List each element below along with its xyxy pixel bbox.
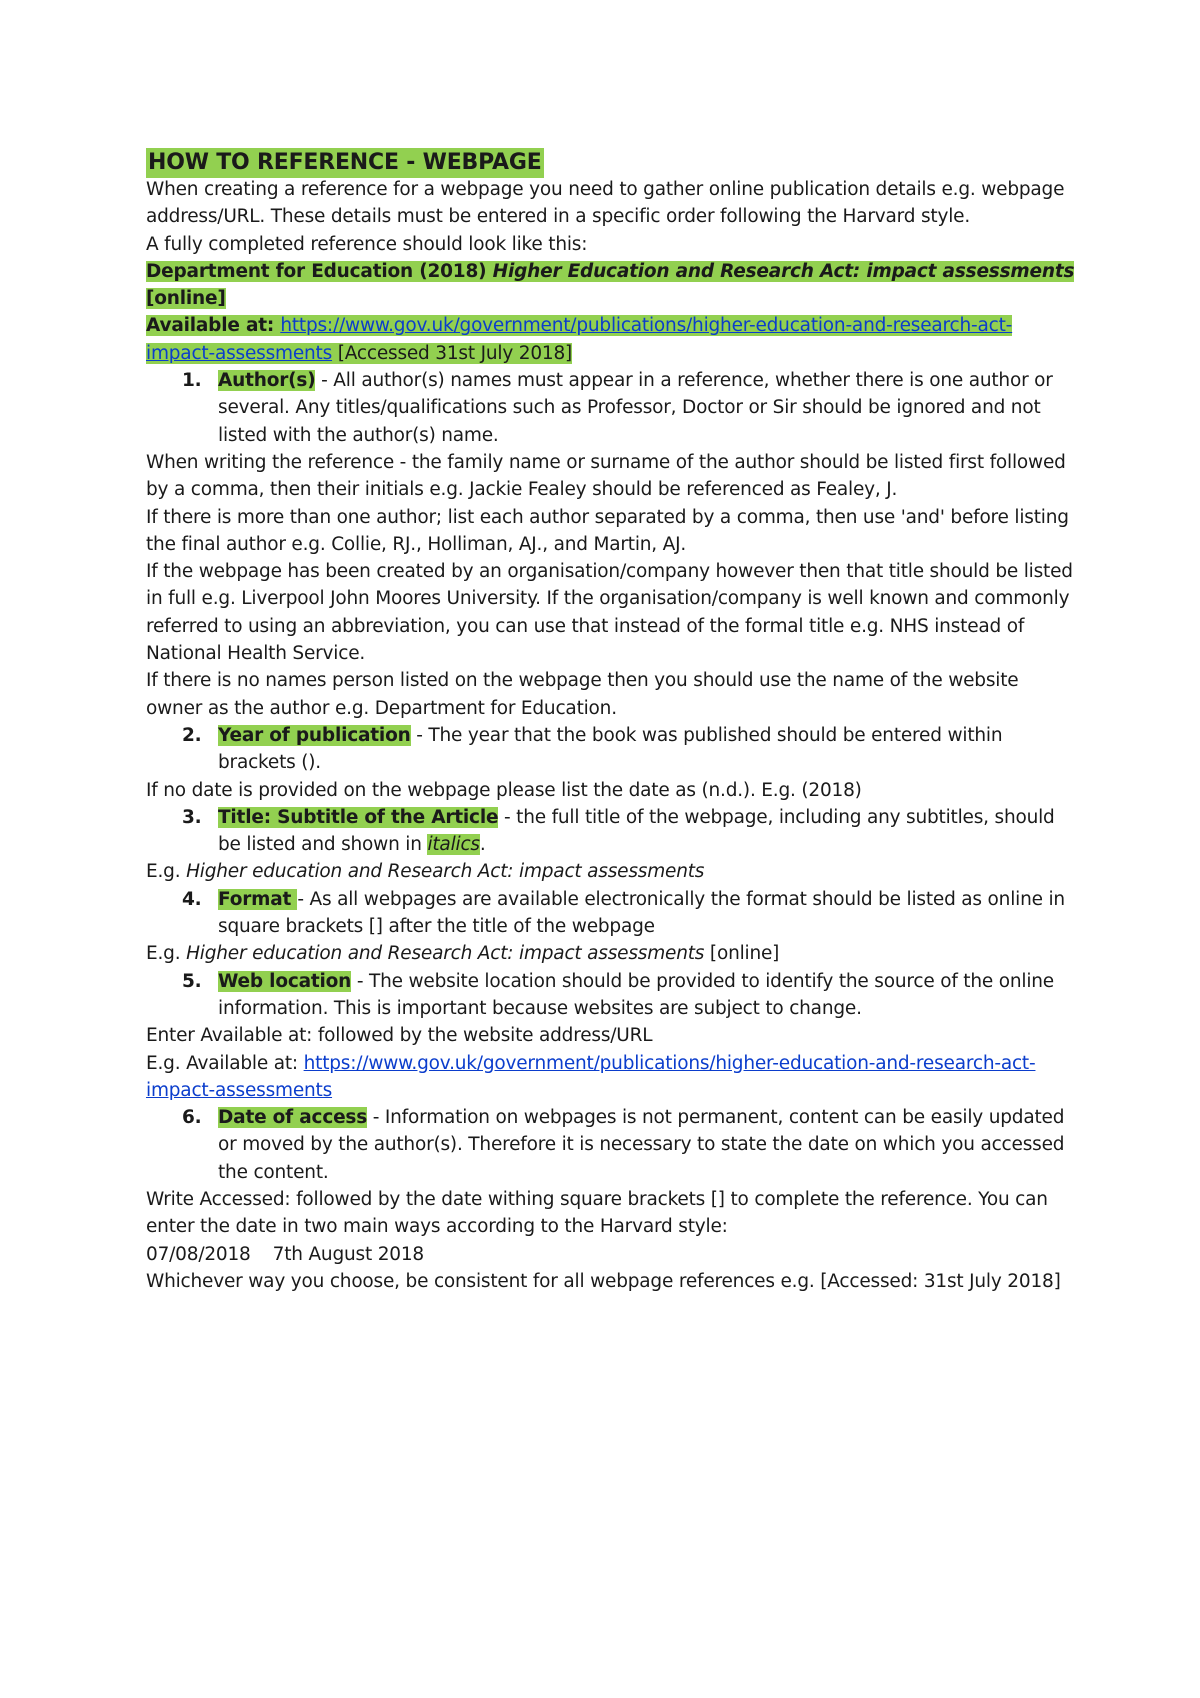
eg-prefix: E.g.: [146, 943, 187, 965]
title-example: [146, 858, 1076, 885]
format-example: [146, 940, 1076, 967]
list-item-date-of-access: [146, 1104, 1076, 1186]
example-title: Higher Education and Research Act: impact assessments: [492, 260, 1075, 282]
list-item-year: [146, 722, 1076, 777]
example-author-year: Department for Education (2018): [146, 260, 493, 282]
eg-prefix: E.g.: [146, 861, 187, 883]
item-text: - the full title of the webpage, including any subtitles, should be listed and shown in: [218, 806, 1055, 856]
list-item-web-location: [146, 968, 1076, 1023]
web-example-url-link[interactable]: https://www.gov.uk/government/publications/higher-education-and-research-act-impact-assessments: [146, 1052, 1036, 1101]
item-text: - All author(s) names must appear in a reference, whether there is one author or several. Any titles/qualifications such as Professor, Doctor or Sir should be ignored and not listed with the author(s) name.: [218, 370, 1053, 446]
title-block: [146, 148, 1076, 178]
list-item-format: [146, 886, 1076, 941]
eg-italic-title: Higher education and Research Act: impact assessments: [186, 861, 705, 883]
italics-word: italics: [427, 834, 480, 856]
item-label-web-location: Web location: [218, 970, 352, 992]
eg-prefix: E.g. Available at:: [146, 1052, 304, 1074]
page-title: HOW TO REFERENCE - WEBPAGE: [146, 148, 544, 178]
author-note-2: If there is more than one author; list each author separated by a comma, then use 'and' before listing the final author e.g. Collie, RJ., Holliman, AJ., and Martin, AJ.: [146, 506, 1069, 555]
item-label-author: Author(s): [218, 370, 316, 392]
item-text: - The year that the book was published should be entered within brackets ().: [218, 724, 1003, 774]
item-text: - Information on webpages is not permanent, content can be easily updated or moved by the author(s). Therefore it is necessary to state the date on which you accessed the content.: [218, 1107, 1065, 1183]
item-number: 1.: [182, 370, 202, 392]
example-reference: [146, 258, 1076, 367]
example-available-label: Available at:: [146, 315, 281, 337]
item-text: - As all webpages are available electronically the format should be listed as online in square brackets [] after the title of the webpage: [218, 888, 1065, 938]
list-item-title: [146, 804, 1076, 859]
date-formats: [146, 1241, 1076, 1268]
example-accessed: [Accessed 31st July 2018]: [332, 342, 573, 364]
item-label-format: Format: [218, 888, 298, 910]
item-label-date-of-access: Date of access: [218, 1107, 368, 1129]
item-label-year: Year of publication: [218, 724, 411, 746]
author-note-1: When writing the reference - the family name or surname of the author should be listed first followed by a comma, then their initials e.g. Jackie Fealey should be referenced as Fealey, J.: [146, 451, 1066, 501]
item-number: 4.: [182, 888, 202, 910]
access-note: Write Accessed: followed by the date withing square brackets [] to complete the reference. You can enter the date in two main ways according to the Harvard style:: [146, 1188, 1048, 1238]
author-note-4: If there is no names person listed on the webpage then you should use the name of the website owner as the author e.g. Department for Education.: [146, 670, 1019, 719]
intro-paragraph: When creating a reference for a webpage you need to gather online publication details e.g. webpage address/URL. These details must be entered in a specific order following the Harvard style.: [146, 179, 1065, 228]
intro-lead: A fully completed reference should look like this:: [146, 233, 588, 255]
eg-italic-title: Higher education and Research Act: impact assessments: [186, 943, 705, 965]
item-number: 5.: [182, 970, 202, 992]
list-item-author: [146, 367, 1076, 449]
date-written: 7th August 2018: [272, 1243, 424, 1265]
item-label-title: Title: Subtitle of the Article: [218, 806, 499, 828]
item-number: 2.: [182, 724, 202, 746]
item-number: 3.: [182, 806, 202, 828]
final-note: Whichever way you choose, be consistent for all webpage references e.g. [Accessed: 31st July 2018]: [146, 1270, 1061, 1292]
year-note: If no date is provided on the webpage please list the date as (n.d.). E.g. (2018): [146, 779, 862, 801]
web-note: Enter Available at: followed by the website address/URL: [146, 1025, 653, 1047]
web-example: [146, 1050, 1076, 1105]
date-numeric: 07/08/2018: [146, 1243, 251, 1265]
item-text: - The website location should be provided to identify the source of the online information. This is important because websites are subject to change.: [218, 970, 1054, 1019]
author-note-3: If the webpage has been created by an organisation/company however then that title should be listed in full e.g. Liverpool John Moores University. If the organisation/company is well known and commonly referred to using an abbreviation, you can use that instead of the formal title e.g. NHS instead of National Health Service.: [146, 561, 1073, 665]
document-page: [146, 148, 1076, 1295]
item-number: 6.: [182, 1107, 202, 1129]
item-end: .: [479, 834, 486, 856]
example-url-link[interactable]: https://www.gov.uk/government/publications/higher-education-and-research-act-impact-assessments: [146, 315, 1013, 364]
eg-suffix: [online]: [704, 943, 780, 965]
example-medium: [online]: [146, 288, 226, 310]
